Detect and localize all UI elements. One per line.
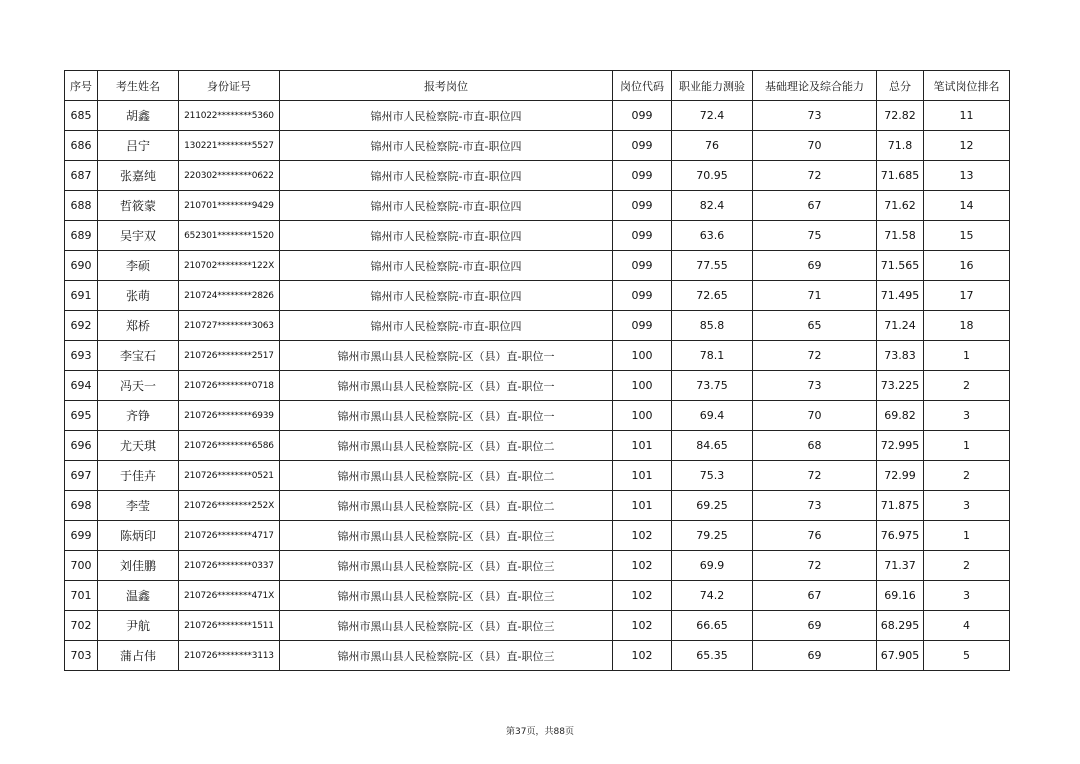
cell-rank: 18 [924, 311, 1010, 341]
cell-aptitude-test: 70.95 [672, 161, 753, 191]
cell-aptitude-test: 79.25 [672, 521, 753, 551]
cell-rank: 1 [924, 341, 1010, 371]
table-row [65, 431, 1010, 461]
cell-position: 锦州市黑山县人民检察院-区（县）直-职位二 [280, 431, 613, 461]
cell-position: 锦州市黑山县人民检察院-区（县）直-职位三 [280, 551, 613, 581]
cell-id-number: 652301********1520 [179, 221, 280, 251]
cell-position-code: 101 [613, 491, 672, 521]
cell-id-number: 210726********471X [179, 581, 280, 611]
cell-name: 李宝石 [98, 341, 179, 371]
cell-position-code: 099 [613, 251, 672, 281]
cell-position: 锦州市黑山县人民检察院-区（县）直-职位一 [280, 401, 613, 431]
cell-aptitude-test: 69.9 [672, 551, 753, 581]
cell-name: 温鑫 [98, 581, 179, 611]
cell-position: 锦州市人民检察院-市直-职位四 [280, 101, 613, 131]
cell-theory: 69 [753, 641, 877, 671]
cell-position-code: 101 [613, 461, 672, 491]
cell-aptitude-test: 72.65 [672, 281, 753, 311]
cell-total: 71.495 [877, 281, 924, 311]
cell-name: 陈炳印 [98, 521, 179, 551]
cell-total: 72.995 [877, 431, 924, 461]
cell-position: 锦州市黑山县人民检察院-区（县）直-职位三 [280, 521, 613, 551]
cell-position: 锦州市人民检察院-市直-职位四 [280, 221, 613, 251]
cell-aptitude-test: 73.75 [672, 371, 753, 401]
table-row [65, 491, 1010, 521]
cell-aptitude-test: 74.2 [672, 581, 753, 611]
cell-serial: 693 [65, 341, 98, 371]
cell-theory: 70 [753, 401, 877, 431]
cell-id-number: 210701********9429 [179, 191, 280, 221]
cell-position-code: 099 [613, 311, 672, 341]
cell-aptitude-test: 63.6 [672, 221, 753, 251]
cell-name: 蒲占伟 [98, 641, 179, 671]
cell-id-number: 210727********3063 [179, 311, 280, 341]
cell-theory: 72 [753, 461, 877, 491]
cell-total: 76.975 [877, 521, 924, 551]
cell-id-number: 210726********2517 [179, 341, 280, 371]
cell-rank: 12 [924, 131, 1010, 161]
cell-id-number: 210726********6586 [179, 431, 280, 461]
cell-total: 71.24 [877, 311, 924, 341]
cell-theory: 67 [753, 191, 877, 221]
cell-name: 吕宁 [98, 131, 179, 161]
cell-serial: 692 [65, 311, 98, 341]
table-body [65, 101, 1010, 671]
cell-position-code: 101 [613, 431, 672, 461]
cell-id-number: 210726********4717 [179, 521, 280, 551]
cell-serial: 688 [65, 191, 98, 221]
cell-rank: 3 [924, 491, 1010, 521]
cell-theory: 72 [753, 341, 877, 371]
cell-name: 李硕 [98, 251, 179, 281]
cell-aptitude-test: 85.8 [672, 311, 753, 341]
cell-position-code: 099 [613, 131, 672, 161]
cell-id-number: 210726********252X [179, 491, 280, 521]
header-col-position-code: 岗位代码 [613, 71, 672, 101]
cell-theory: 69 [753, 251, 877, 281]
header-col-id-number: 身份证号 [179, 71, 280, 101]
cell-theory: 72 [753, 551, 877, 581]
cell-rank: 17 [924, 281, 1010, 311]
cell-rank: 14 [924, 191, 1010, 221]
cell-position-code: 099 [613, 191, 672, 221]
cell-rank: 11 [924, 101, 1010, 131]
table-row [65, 101, 1010, 131]
cell-theory: 76 [753, 521, 877, 551]
cell-serial: 701 [65, 581, 98, 611]
table-row [65, 401, 1010, 431]
cell-name: 胡鑫 [98, 101, 179, 131]
cell-position-code: 102 [613, 641, 672, 671]
cell-position-code: 100 [613, 371, 672, 401]
cell-name: 尹航 [98, 611, 179, 641]
header-col-aptitude-test: 职业能力测验 [672, 71, 753, 101]
cell-rank: 1 [924, 431, 1010, 461]
cell-total: 71.62 [877, 191, 924, 221]
cell-total: 71.875 [877, 491, 924, 521]
cell-rank: 1 [924, 521, 1010, 551]
cell-rank: 4 [924, 611, 1010, 641]
cell-serial: 694 [65, 371, 98, 401]
cell-aptitude-test: 82.4 [672, 191, 753, 221]
cell-theory: 73 [753, 101, 877, 131]
cell-serial: 698 [65, 491, 98, 521]
cell-serial: 689 [65, 221, 98, 251]
cell-total: 73.225 [877, 371, 924, 401]
cell-theory: 70 [753, 131, 877, 161]
cell-rank: 3 [924, 581, 1010, 611]
table-row [65, 161, 1010, 191]
cell-aptitude-test: 65.35 [672, 641, 753, 671]
cell-rank: 2 [924, 551, 1010, 581]
cell-rank: 3 [924, 401, 1010, 431]
cell-name: 哲筱蒙 [98, 191, 179, 221]
cell-serial: 702 [65, 611, 98, 641]
cell-position: 锦州市人民检察院-市直-职位四 [280, 311, 613, 341]
table-row [65, 341, 1010, 371]
cell-theory: 68 [753, 431, 877, 461]
cell-position: 锦州市黑山县人民检察院-区（县）直-职位一 [280, 341, 613, 371]
cell-name: 张萌 [98, 281, 179, 311]
cell-aptitude-test: 84.65 [672, 431, 753, 461]
cell-serial: 685 [65, 101, 98, 131]
cell-id-number: 130221********5527 [179, 131, 280, 161]
table-row [65, 521, 1010, 551]
cell-id-number: 210702********122X [179, 251, 280, 281]
cell-theory: 75 [753, 221, 877, 251]
cell-name: 于佳卉 [98, 461, 179, 491]
cell-position-code: 099 [613, 221, 672, 251]
cell-theory: 72 [753, 161, 877, 191]
cell-aptitude-test: 66.65 [672, 611, 753, 641]
cell-total: 71.8 [877, 131, 924, 161]
cell-position-code: 100 [613, 341, 672, 371]
cell-rank: 5 [924, 641, 1010, 671]
cell-id-number: 220302********0622 [179, 161, 280, 191]
cell-theory: 65 [753, 311, 877, 341]
cell-position-code: 102 [613, 551, 672, 581]
table-row [65, 641, 1010, 671]
cell-rank: 2 [924, 371, 1010, 401]
cell-total: 72.99 [877, 461, 924, 491]
cell-position-code: 102 [613, 611, 672, 641]
table-row [65, 311, 1010, 341]
cell-aptitude-test: 69.25 [672, 491, 753, 521]
cell-position-code: 102 [613, 521, 672, 551]
cell-id-number: 210726********0521 [179, 461, 280, 491]
cell-theory: 67 [753, 581, 877, 611]
cell-serial: 691 [65, 281, 98, 311]
cell-name: 吴宇双 [98, 221, 179, 251]
cell-serial: 696 [65, 431, 98, 461]
cell-position-code: 100 [613, 401, 672, 431]
cell-position: 锦州市人民检察院-市直-职位四 [280, 281, 613, 311]
page-number: 第37页，共88页 [506, 727, 574, 737]
cell-total: 72.82 [877, 101, 924, 131]
table-row [65, 461, 1010, 491]
cell-id-number: 210726********0718 [179, 371, 280, 401]
cell-total: 69.16 [877, 581, 924, 611]
cell-serial: 700 [65, 551, 98, 581]
table-row [65, 191, 1010, 221]
header-col-total: 总分 [877, 71, 924, 101]
cell-name: 冯天一 [98, 371, 179, 401]
cell-position-code: 099 [613, 101, 672, 131]
cell-rank: 13 [924, 161, 1010, 191]
cell-total: 71.685 [877, 161, 924, 191]
cell-id-number: 210726********0337 [179, 551, 280, 581]
cell-position: 锦州市黑山县人民检察院-区（县）直-职位三 [280, 611, 613, 641]
header-col-rank: 笔试岗位排名 [924, 71, 1010, 101]
cell-position-code: 099 [613, 161, 672, 191]
cell-serial: 697 [65, 461, 98, 491]
cell-rank: 15 [924, 221, 1010, 251]
cell-id-number: 210724********2826 [179, 281, 280, 311]
cell-position: 锦州市人民检察院-市直-职位四 [280, 251, 613, 281]
table-row [65, 221, 1010, 251]
cell-position: 锦州市人民检察院-市直-职位四 [280, 191, 613, 221]
table-row [65, 581, 1010, 611]
cell-serial: 687 [65, 161, 98, 191]
cell-id-number: 210726********6939 [179, 401, 280, 431]
cell-name: 尤天琪 [98, 431, 179, 461]
table-row [65, 251, 1010, 281]
cell-serial: 690 [65, 251, 98, 281]
cell-serial: 686 [65, 131, 98, 161]
header-row [65, 71, 1010, 101]
cell-name: 张嘉纯 [98, 161, 179, 191]
cell-serial: 695 [65, 401, 98, 431]
cell-total: 71.37 [877, 551, 924, 581]
cell-position-code: 102 [613, 581, 672, 611]
table-row [65, 131, 1010, 161]
cell-aptitude-test: 72.4 [672, 101, 753, 131]
cell-name: 李莹 [98, 491, 179, 521]
table-row [65, 371, 1010, 401]
cell-serial: 703 [65, 641, 98, 671]
cell-total: 71.565 [877, 251, 924, 281]
cell-aptitude-test: 69.4 [672, 401, 753, 431]
cell-total: 73.83 [877, 341, 924, 371]
cell-aptitude-test: 77.55 [672, 251, 753, 281]
cell-position: 锦州市黑山县人民检察院-区（县）直-职位二 [280, 491, 613, 521]
cell-position: 锦州市黑山县人民检察院-区（县）直-职位三 [280, 641, 613, 671]
cell-aptitude-test: 78.1 [672, 341, 753, 371]
table-row [65, 551, 1010, 581]
cell-position: 锦州市黑山县人民检察院-区（县）直-职位二 [280, 461, 613, 491]
cell-aptitude-test: 75.3 [672, 461, 753, 491]
cell-aptitude-test: 76 [672, 131, 753, 161]
cell-position: 锦州市人民检察院-市直-职位四 [280, 131, 613, 161]
cell-name: 郑桥 [98, 311, 179, 341]
cell-rank: 2 [924, 461, 1010, 491]
cell-serial: 699 [65, 521, 98, 551]
cell-theory: 69 [753, 611, 877, 641]
cell-position: 锦州市黑山县人民检察院-区（县）直-职位一 [280, 371, 613, 401]
table-row [65, 611, 1010, 641]
cell-total: 69.82 [877, 401, 924, 431]
cell-theory: 73 [753, 371, 877, 401]
cell-position-code: 099 [613, 281, 672, 311]
cell-theory: 73 [753, 491, 877, 521]
header-col-theory: 基础理论及综合能力 [753, 71, 877, 101]
cell-rank: 16 [924, 251, 1010, 281]
cell-total: 68.295 [877, 611, 924, 641]
header-col-position: 报考岗位 [280, 71, 613, 101]
cell-total: 71.58 [877, 221, 924, 251]
cell-id-number: 211022********5360 [179, 101, 280, 131]
cell-name: 齐铮 [98, 401, 179, 431]
cell-id-number: 210726********1511 [179, 611, 280, 641]
cell-total: 67.905 [877, 641, 924, 671]
score-table [64, 70, 1010, 671]
cell-id-number: 210726********3113 [179, 641, 280, 671]
cell-name: 刘佳鹏 [98, 551, 179, 581]
header-col-name: 考生姓名 [98, 71, 179, 101]
cell-position: 锦州市黑山县人民检察院-区（县）直-职位三 [280, 581, 613, 611]
table-row [65, 281, 1010, 311]
cell-position: 锦州市人民检察院-市直-职位四 [280, 161, 613, 191]
cell-theory: 71 [753, 281, 877, 311]
header-col-serial: 序号 [65, 71, 98, 101]
